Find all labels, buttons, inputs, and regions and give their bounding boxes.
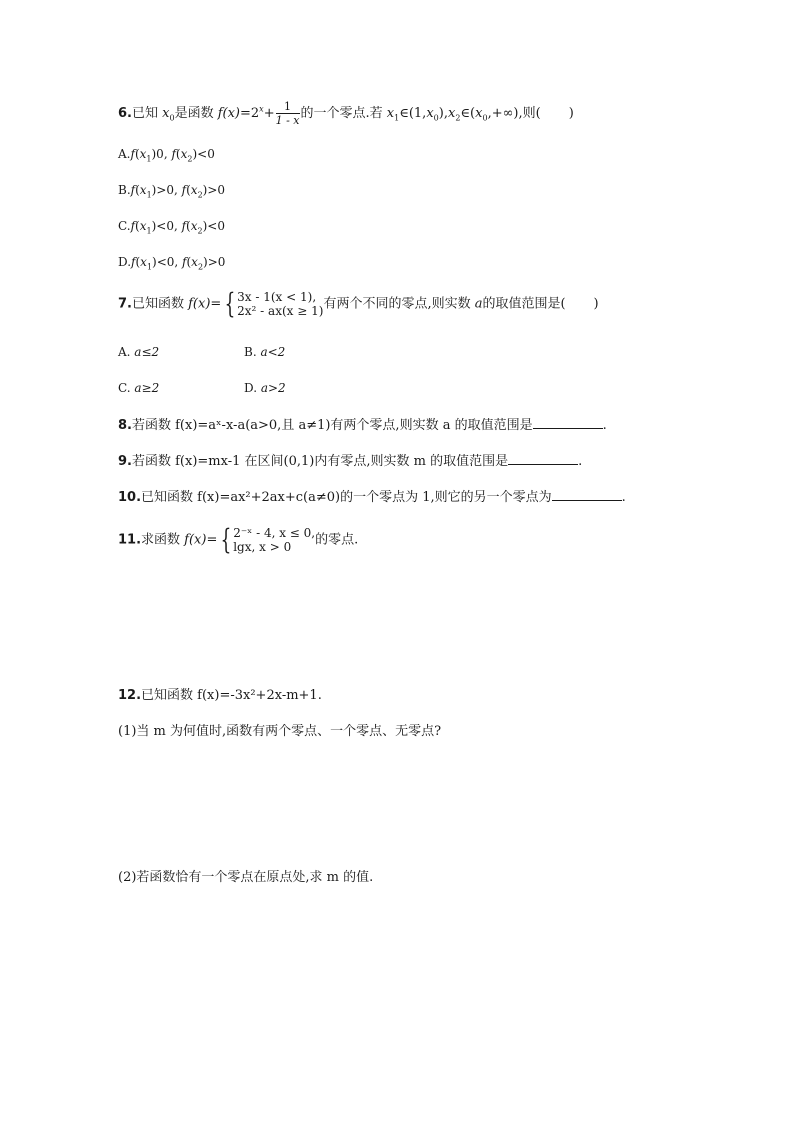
- var-x: x: [139, 183, 147, 197]
- subscript: 1: [146, 154, 152, 164]
- var-x: x: [191, 255, 198, 269]
- function-fx: f(x): [217, 106, 240, 121]
- question-number: 12.: [118, 688, 142, 703]
- option-label: C.: [118, 219, 131, 233]
- option-text: a>2: [260, 381, 286, 395]
- question-text: 求函数: [141, 532, 185, 548]
- option-label: B.: [244, 345, 261, 359]
- question-text: ),: [438, 106, 448, 121]
- question-number: 9.: [118, 454, 132, 469]
- question-6: [118, 100, 574, 128]
- subscript: 2: [197, 190, 203, 200]
- option-text: )>0: [202, 183, 226, 197]
- var-x: x: [190, 219, 198, 233]
- option-label: A.: [118, 147, 131, 161]
- var-x: x: [140, 255, 147, 269]
- subscript: 0: [482, 113, 488, 123]
- function-fx: f(x): [184, 532, 207, 548]
- subscript: 2: [197, 262, 204, 272]
- question-text: 的零点.: [315, 532, 359, 548]
- question-text: ∈(1,: [399, 106, 427, 121]
- question-10: [118, 488, 626, 507]
- question-number: 6.: [118, 106, 132, 121]
- function-f: f: [130, 183, 136, 197]
- option-text: a<2: [260, 345, 286, 359]
- q6-option-a[interactable]: $A.f(x_1)0$, $f(x_2)<0$: [118, 147, 215, 164]
- question-text: 已知: [131, 106, 163, 121]
- var-a: a: [474, 296, 483, 312]
- subscript: 2: [187, 154, 193, 164]
- var-x0: x: [475, 106, 483, 121]
- question-number: 10.: [118, 490, 142, 505]
- subscript: 0: [433, 113, 439, 123]
- fraction-denominator: 1 - x: [275, 114, 300, 127]
- question-text: 的取值范围是(: [482, 296, 566, 312]
- question-text: ): [568, 106, 574, 121]
- q7-option-c[interactable]: [118, 380, 159, 396]
- option-text: )<0: [202, 219, 225, 233]
- q6-option-d[interactable]: $D.f(x_1)<0$, $f(x_2)>0$: [118, 255, 226, 272]
- option-text: )<0,: [152, 255, 183, 269]
- equals: =2: [240, 106, 260, 121]
- fraction: [276, 100, 300, 127]
- option-label: D.: [118, 255, 132, 269]
- var-x1: x: [386, 106, 395, 121]
- piecewise-function: [221, 287, 324, 320]
- function-f: f: [131, 255, 136, 269]
- subscript: 1: [146, 262, 153, 272]
- function-f: f: [182, 255, 187, 269]
- question-11: [118, 523, 359, 556]
- question-text: 有两个不同的零点,则实数: [323, 296, 475, 312]
- question-text: 已知函数 f(x)=-3x²+2x-m+1.: [141, 688, 322, 703]
- question-text: ): [593, 296, 599, 312]
- question-text: (2)若函数恰有一个零点在原点处,求 m 的值.: [118, 870, 374, 885]
- subscript: 2: [197, 226, 203, 236]
- function-fx: f(x): [188, 296, 211, 312]
- subscript: 1: [146, 190, 152, 200]
- left-brace: {: [220, 523, 232, 556]
- q7-option-d[interactable]: [244, 380, 286, 396]
- question-text: 若函数 f(x)=aˣ-x-a(a>0,且 a≠1)有两个零点,则实数 a 的取值范围是: [131, 418, 533, 433]
- option-text: )0,: [151, 147, 172, 161]
- left-brace: {: [224, 287, 236, 320]
- subscript: 1: [146, 226, 152, 236]
- question-12: [118, 687, 322, 705]
- option-text: a≤2: [134, 345, 160, 359]
- question-12-part-1: [118, 723, 441, 741]
- option-label: B.: [118, 183, 131, 197]
- plus: +: [263, 106, 275, 121]
- option-text: a≥2: [134, 381, 160, 395]
- var-x2: x: [447, 106, 456, 121]
- equals: =: [206, 532, 218, 548]
- var-x: x: [139, 147, 147, 161]
- question-text: 的一个零点.若: [300, 106, 387, 121]
- question-7: [118, 287, 599, 320]
- question-number: 8.: [118, 418, 132, 433]
- function-f: f: [181, 183, 187, 197]
- var-x0: x: [426, 106, 434, 121]
- question-text: .: [621, 490, 626, 505]
- q7-option-b[interactable]: [244, 344, 285, 360]
- function-f: f: [171, 147, 176, 161]
- question-text: (1)当 m 为何值时,函数有两个零点、一个零点、无零点?: [118, 724, 442, 739]
- option-label: A.: [118, 345, 135, 359]
- var-x0: x: [162, 106, 170, 121]
- answer-blank[interactable]: [552, 488, 622, 501]
- case-1: 3x - 1(x < 1),: [237, 290, 317, 304]
- answer-blank[interactable]: [533, 416, 603, 429]
- question-text: 若函数 f(x)=mx-1 在区间(0,1)内有零点,则实数 m 的取值范围是: [131, 454, 509, 469]
- question-9: [118, 452, 582, 471]
- question-text: 已知函数: [131, 296, 189, 312]
- question-text: .: [602, 418, 607, 433]
- question-text: .: [578, 454, 583, 469]
- answer-blank[interactable]: [508, 452, 578, 465]
- option-text: )<0,: [151, 219, 182, 233]
- question-text: 是函数: [174, 106, 218, 121]
- option-text: )<0: [192, 147, 215, 161]
- subscript: 0: [169, 113, 175, 123]
- var-x: x: [190, 183, 198, 197]
- question-text: 已知函数 f(x)=ax²+2ax+c(a≠0)的一个零点为 1,则它的另一个零点为: [141, 490, 552, 505]
- option-label: C.: [118, 381, 135, 395]
- case-2: 2x² - ax(x ≥ 1): [237, 304, 324, 318]
- question-number: 11.: [118, 532, 142, 548]
- option-text: )>0: [203, 255, 226, 269]
- question-text: ∈(: [460, 106, 476, 121]
- option-label: D.: [244, 381, 261, 395]
- q6-option-c[interactable]: $C.f(x_1)<0$, $f(x_2)<0$: [118, 219, 225, 236]
- subscript: 2: [455, 113, 461, 123]
- subscript: 1: [394, 113, 400, 123]
- q6-option-b[interactable]: $B.f(x_1)>0$, $f(x_2)>0$: [118, 183, 226, 200]
- equals: =: [210, 296, 222, 312]
- function-f: f: [130, 219, 136, 233]
- q7-option-a[interactable]: [118, 344, 159, 360]
- exponent: x: [259, 104, 264, 114]
- piecewise-function: [217, 523, 316, 556]
- case-2: lgx, x > 0: [233, 540, 292, 554]
- question-12-part-2: [118, 869, 373, 887]
- question-number: 7.: [118, 296, 132, 312]
- var-x: x: [180, 147, 188, 161]
- function-f: f: [130, 147, 135, 161]
- function-f: f: [181, 219, 187, 233]
- var-x: x: [139, 219, 147, 233]
- fraction-numerator: 1: [276, 100, 300, 114]
- question-text: ,+∞),则(: [487, 106, 541, 121]
- case-1: 2⁻ˣ - 4, x ≤ 0,: [233, 526, 316, 540]
- option-text: )>0,: [151, 183, 182, 197]
- question-8: [118, 416, 607, 435]
